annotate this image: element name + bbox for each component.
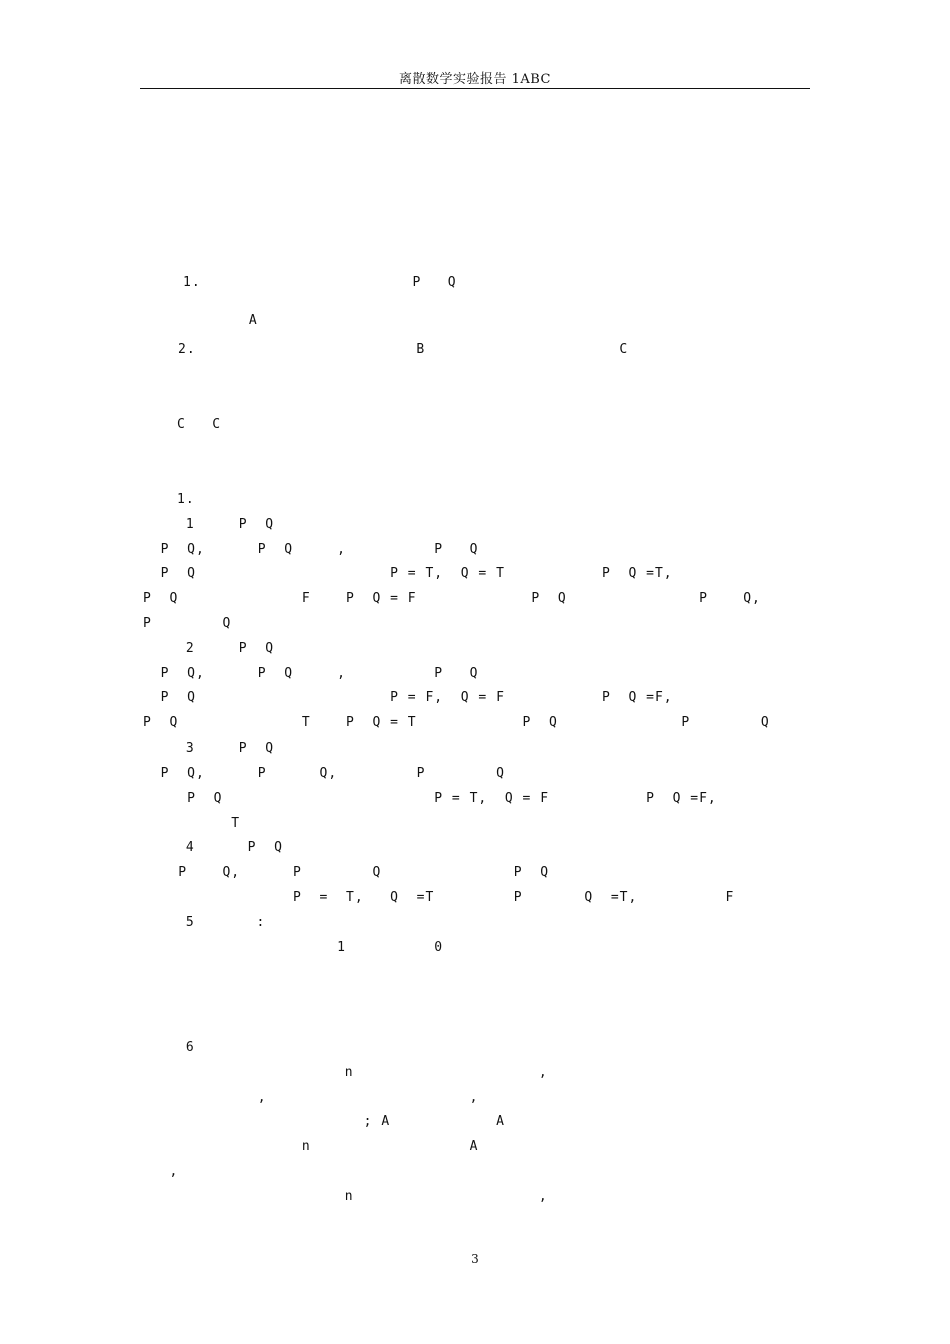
body-line (143, 1015, 161, 1031)
body-line: P Q P = T, Q = F P Q =F, (143, 791, 717, 806)
body-line (143, 965, 470, 981)
body-line: 4 P Q (177, 840, 389, 855)
body-line: P Q T P Q = T P Q P Q (143, 715, 779, 730)
body-line: 1. (177, 492, 230, 507)
section-heading-1 (143, 125, 231, 141)
body-line: C C (177, 417, 336, 432)
body-line: , (143, 1164, 249, 1179)
body-line (143, 990, 470, 1006)
body-line: P Q P = F, Q = F P Q =F, (143, 690, 691, 705)
body-line: 2 P Q (177, 641, 389, 656)
body-line: P Q, P Q , P Q (143, 542, 611, 557)
body-line: P Q F P Q = F P Q P Q, (143, 591, 779, 606)
body-line: n A (143, 1139, 576, 1154)
section-heading-2 (143, 227, 231, 243)
body-line: P Q (143, 616, 241, 631)
body-line: 3 P Q (177, 741, 389, 756)
page-header: 离散数学实验报告 1ABC (398, 72, 552, 87)
body-line: 2. B C (178, 342, 646, 357)
body-line: T (143, 816, 249, 831)
body-line: 1 P Q (177, 517, 389, 532)
page-number: 3 (471, 1252, 479, 1266)
body-line: 1. P Q (183, 275, 616, 290)
body-line: P Q P = T, Q = T P Q =T, (143, 566, 691, 581)
section-heading-3 (143, 376, 231, 392)
body-line: P = T, Q =T P Q =T, F (143, 890, 744, 905)
body-line: P Q, P Q, P Q (143, 766, 629, 781)
section-heading-4 (143, 451, 364, 467)
body-line: A (143, 313, 267, 328)
body-line: ; A A (143, 1114, 514, 1129)
body-line: n , (177, 1065, 636, 1080)
body-line (143, 193, 187, 209)
body-line: P Q, P Q , P Q (143, 666, 611, 681)
body-line: P Q, P Q P Q (143, 865, 576, 880)
body-line: n , (177, 1189, 636, 1204)
body-line: 5 : (177, 915, 539, 930)
body-line: 6 (177, 1040, 266, 1055)
body-line (177, 168, 274, 184)
body-line: 1 0 (143, 940, 647, 955)
body-line: , , (143, 1090, 620, 1105)
header-divider (140, 88, 810, 89)
